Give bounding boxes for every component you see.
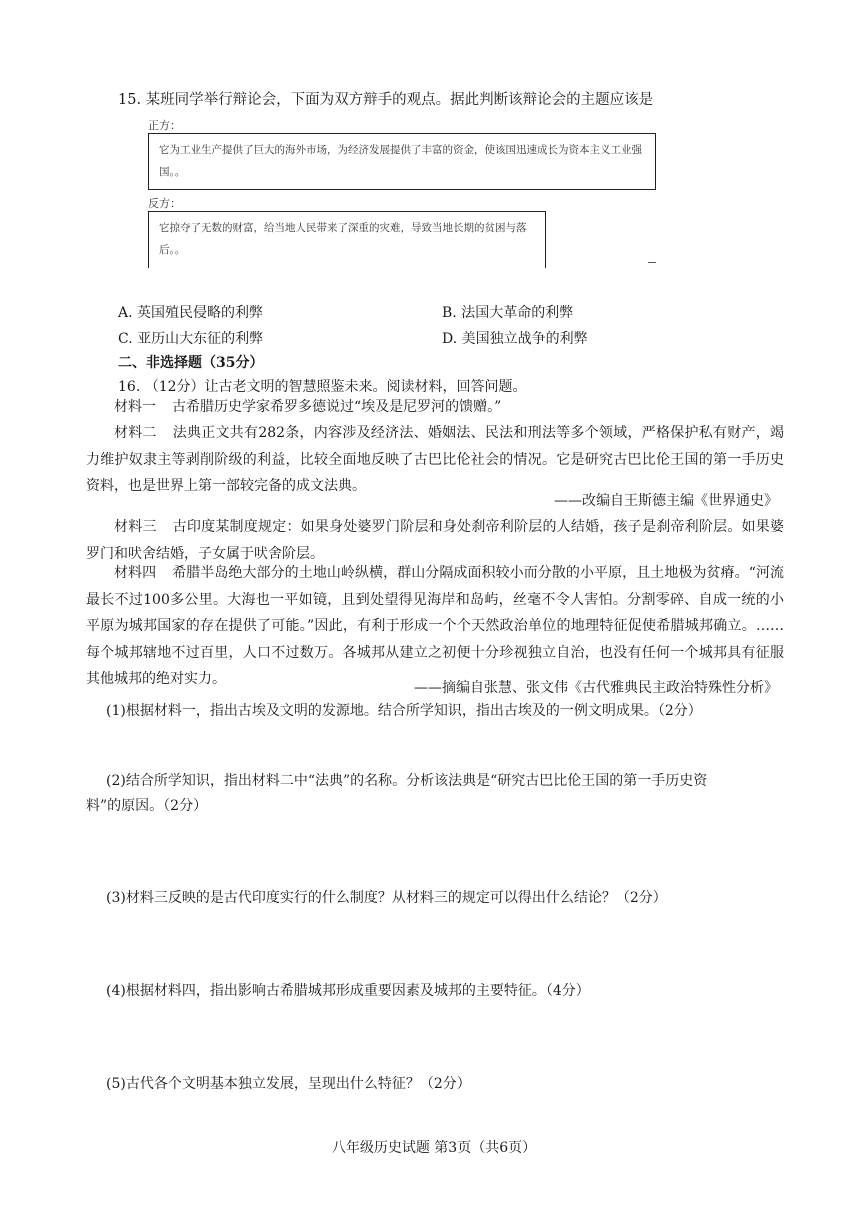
sub-question-2-line-1: (2)结合所学知识，指出材料二中“法典”的名称。分析该法典是“研究古巴比伦王国的第一手历史资 [106, 773, 708, 789]
material-2-source: ——改编自王斯德主编《世界通史》 [554, 493, 778, 509]
material-4-text: 希腊半岛绝大部分的土地山岭纵横，群山分隔成面积较小而分散的小平原，且土地极为贫瘠。“河流最长不过100多公里。大海也一平如镜，且到处望得见海岸和岛屿，丝毫不令人害怕。分割零碎、自成一统的小平原为城邦国家的存在提供了可能。”因此，有利于形成一个个天然政治单位的地理特征促使希腊城邦确立。……每个城邦辖地不过百里，人口不过数万。各城邦从建立之初便十分珍视独立自治，也没有任何一个城邦具有征服其他城邦的绝对实力。 [86, 565, 785, 687]
sub-question-5: (5)古代各个文明基本独立发展，呈现出什么特征？（2分） [106, 1076, 471, 1092]
material-4-label: 材料四 [114, 565, 157, 581]
sub-question-2-line-2: 料”的原因。（2分） [86, 798, 208, 814]
pro-side-text: 它为工业生产提供了巨大的海外市场，为经济发展提供了丰富的资金，使该国迅速成长为资本主义工业强国。。 [159, 144, 642, 178]
option-b: B. 法国大革命的利弊 [442, 305, 574, 321]
page-footer: 八年级历史试题 第3页（共6页） [331, 1140, 537, 1156]
sub-question-1: (1)根据材料一，指出古埃及文明的发源地。结合所学知识，指出古埃及的一例文明成果。（2分） [106, 703, 702, 719]
material-1-text: 古希腊历史学家希罗多德说过“埃及是尼罗河的馈赠。” [172, 399, 502, 415]
question-15-stem: 15. 某班同学举行辩论会，下面为双方辩手的观点。据此判断该辩论会的主题应该是 [118, 92, 654, 108]
material-3-text: 古印度某制度规定：如果身处婆罗门阶层和身处刹帝利阶层的人结婚，孩子是刹帝利阶层。如果婆罗门和吠舍结婚，子女属于吠舍阶层。 [86, 519, 785, 562]
material-1-label: 材料一 [114, 399, 156, 415]
scan-mark [648, 262, 656, 263]
question-16-stem: 16. （12分）让古老文明的智慧照鉴未来。阅读材料，回答问题。 [118, 379, 527, 395]
pro-side-label: 正方： [148, 119, 181, 132]
material-4 [86, 560, 784, 693]
option-c: C. 亚历山大东征的利弊 [118, 331, 264, 347]
con-side-text: 它掠夺了无数的财富，给当地人民带来了深重的灾难，导致当地长期的贫困与落后。。 [159, 222, 527, 256]
material-2-label: 材料二 [114, 425, 157, 441]
material-2 [86, 420, 784, 500]
material-3-label: 材料三 [114, 519, 157, 535]
sub-question-4: (4)根据材料四，指出影响古希腊城邦形成重要因素及城邦的主要特征。（4分） [106, 983, 590, 999]
con-side-label: 反方： [148, 197, 181, 210]
pro-side-box [148, 133, 656, 190]
material-2-text: 法典正文共有282条，内容涉及经济法、婚姻法、民法和刑法等多个领域，严格保护私有财产，竭力维护奴隶主等剥削阶级的利益，比较全面地反映了古巴比伦社会的情况。它是研究古巴比伦王国的第一手历史资料，也是世界上第一部较完备的成文法典。 [86, 425, 784, 494]
option-d: D. 美国独立战争的利弊 [442, 331, 588, 347]
con-side-box [148, 211, 546, 268]
section-2-title: 二、非选择题（35分） [118, 355, 264, 371]
material-1 [86, 394, 784, 421]
sub-question-3: (3)材料三反映的是古代印度实行的什么制度？从材料三的规定可以得出什么结论？（2分） [106, 890, 667, 906]
option-a: A. 英国殖民侵略的利弊 [118, 305, 264, 321]
material-4-source: ——摘编自张慧、张文伟《古代雅典民主政治特殊性分析》 [414, 680, 778, 696]
